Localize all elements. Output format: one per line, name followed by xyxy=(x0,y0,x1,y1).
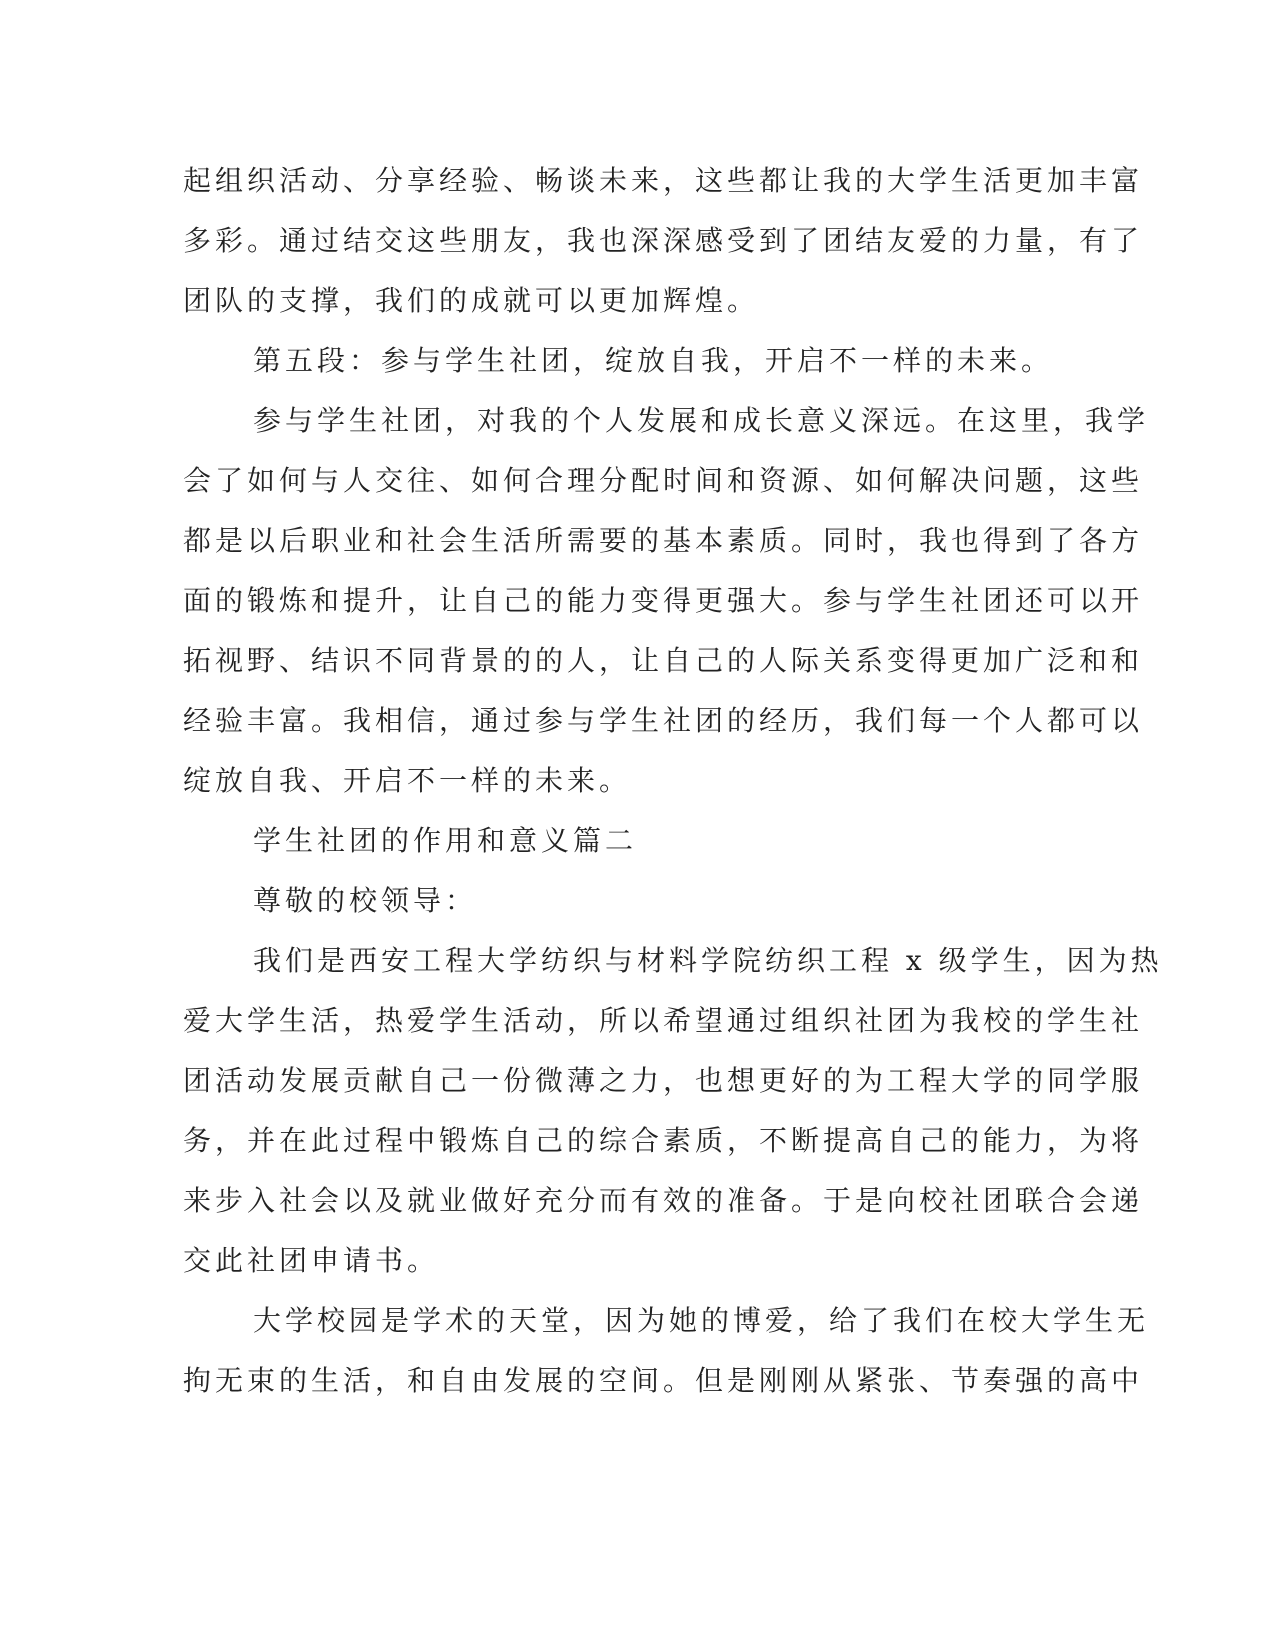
text-line: 面的锻炼和提升，让自己的能力变得更强大。参与学生社团还可以开 xyxy=(183,584,1144,617)
text-line: 参与学生社团，对我的个人发展和成长意义深远。在这里，我学 xyxy=(253,404,1150,437)
text-line: 经验丰富。我相信，通过参与学生社团的经历，我们每一个人都可以 xyxy=(183,704,1144,737)
section-heading: 第五段：参与学生社团，绽放自我，开启不一样的未来。 xyxy=(253,344,1054,377)
text-line: 务，并在此过程中锻炼自己的综合素质，不断提高自己的能力，为将 xyxy=(183,1124,1144,1157)
text-line: 大学校园是学术的天堂，因为她的博爱，给了我们在校大学生无 xyxy=(253,1304,1150,1337)
text-line: 团队的支撑，我们的成就可以更加辉煌。 xyxy=(183,284,760,317)
text-line: 交此社团申请书。 xyxy=(183,1244,440,1277)
text-line: 来步入社会以及就业做好充分而有效的准备。于是向校社团联合会递 xyxy=(183,1184,1144,1217)
text-line: 会了如何与人交往、如何合理分配时间和资源、如何解决问题，这些 xyxy=(183,464,1144,497)
text-line: 多彩。通过结交这些朋友，我也深深感受到了团结友爱的力量，有了 xyxy=(183,224,1144,257)
text-line: 都是以后职业和社会生活所需要的基本素质。同时，我也得到了各方 xyxy=(183,524,1144,557)
text-line: 我们是西安工程大学纺织与材料学院纺织工程 x 级学生，因为热 xyxy=(253,944,1163,977)
salutation: 尊敬的校领导： xyxy=(253,884,478,917)
text-line: 爱大学生活，热爱学生活动，所以希望通过组织社团为我校的学生社 xyxy=(183,1004,1144,1037)
text-line: 拓视野、结识不同背景的的人，让自己的人际关系变得更加广泛和和 xyxy=(183,644,1144,677)
text-line: 拘无束的生活，和自由发展的空间。但是刚刚从紧张、节奏强的高中 xyxy=(183,1364,1144,1397)
text-line: 团活动发展贡献自己一份微薄之力，也想更好的为工程大学的同学服 xyxy=(183,1064,1144,1097)
document-body xyxy=(183,160,1163,1420)
text-line: 绽放自我、开启不一样的未来。 xyxy=(183,764,632,797)
text-line: 起组织活动、分享经验、畅谈未来，这些都让我的大学生活更加丰富 xyxy=(183,164,1144,197)
article-title: 学生社团的作用和意义篇二 xyxy=(253,824,638,857)
